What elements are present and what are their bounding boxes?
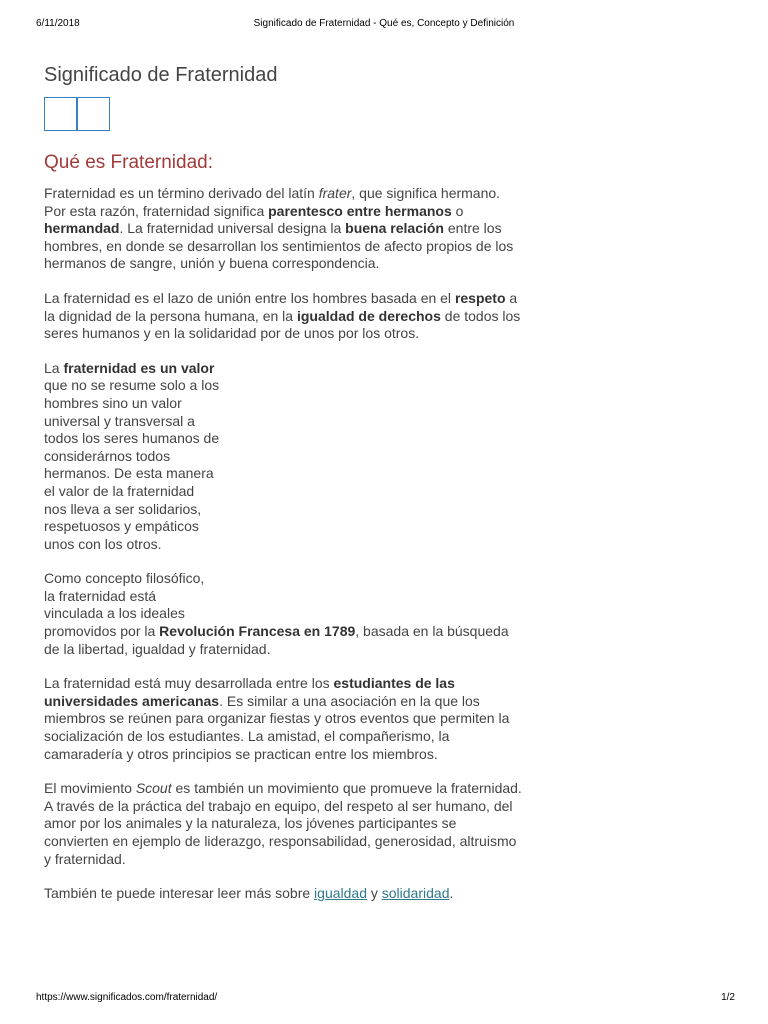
text: , que significa hermano. Por esta razón, fraternidad significa	[44, 185, 501, 219]
text: promovidos por la	[44, 623, 160, 640]
text-line: la fraternidad está	[44, 587, 157, 604]
share-button-2[interactable]	[77, 97, 110, 131]
paragraph-union	[44, 290, 524, 343]
text: La fraternidad es el lazo de unión entre los hombres basada en el	[44, 289, 455, 306]
italic-term: Scout	[135, 780, 172, 797]
text: Fraternidad es un término derivado del latín	[44, 185, 319, 201]
article	[44, 62, 524, 903]
share-button-1[interactable]	[44, 97, 77, 131]
link-igualdad[interactable]: igualdad	[314, 885, 367, 902]
link-solidaridad[interactable]: solidaridad	[381, 885, 450, 902]
paragraph-scout	[44, 780, 524, 868]
text: . Es similar a una asociación en la que los miembros se reúnen para organizar fiestas y otros eventos que permiten la socialización de los estudiantes. La amistad, el compañerismo, la camaradería y otros principios se practican entre los miembros.	[44, 692, 510, 762]
page-title: Significado de Fraternidad	[44, 64, 278, 86]
paragraph-universities	[44, 675, 524, 763]
text: . La fraternidad universal designa la	[119, 220, 346, 237]
bold-term: respeto	[454, 289, 506, 306]
bold-term: hermandad	[44, 220, 120, 237]
bold-term: estudiantes de las universidades americanas	[44, 675, 455, 709]
latin-term: frater	[318, 185, 352, 201]
text: a la dignidad de la persona humana, en la	[44, 289, 518, 324]
paragraph-definition	[44, 185, 524, 273]
bold-term: buena relación	[345, 220, 444, 237]
article-body	[44, 185, 524, 903]
text: entre los hombres, en donde se desarrollan los sentimientos de afecto propios de los hermanos de sangre, unión y buena correspondencia.	[44, 220, 514, 272]
text: También te puede interesar leer más sobre	[44, 885, 315, 902]
bold-term: parentesco entre hermanos	[268, 202, 452, 219]
paragraph-philosophy	[44, 570, 524, 658]
text-line: Como concepto filosófico,	[44, 570, 205, 587]
share-buttons	[44, 97, 524, 131]
bold-term: igualdad de derechos	[296, 307, 441, 324]
text: La	[44, 359, 64, 376]
text: o	[451, 202, 464, 219]
text: El movimiento	[44, 780, 136, 797]
print-page-title: Significado de Fraternidad - Qué es, Concepto y Definición	[253, 18, 515, 29]
print-date: 6/11/2018	[36, 18, 80, 29]
paragraph-value	[44, 360, 220, 554]
paragraph-related	[44, 885, 524, 903]
text: que no se resume solo a los hombres sino un valor universal y transversal a todos los seres humanos de considerárnos todos hermanos. De esta manera el valor de la fraternidad nos lleva a ser solidarios, respetuosos y empáticos unos con los otros.	[44, 377, 220, 552]
print-url: https://www.significados.com/fraternidad/	[36, 992, 218, 1003]
text: es también un movimiento que promueve la fraternidad. A través de la práctica del trabajo en equipo, del respeto al ser humano, del amor por los animales y la naturaleza, los jóvenes participantes se convierten en ejemplo de liderazgo, responsabilidad, generosidad, altruismo y fraternidad.	[44, 780, 522, 867]
text: .	[449, 885, 454, 902]
text: y	[366, 885, 382, 902]
bold-term: Revolución Francesa en 1789	[159, 623, 356, 640]
bold-term: fraternidad es un valor	[63, 359, 215, 376]
text-line: vinculada a los ideales	[44, 605, 185, 622]
text: , basada en la búsqueda de la libertad, igualdad y fraternidad.	[44, 623, 509, 657]
text: La fraternidad está muy desarrollada entre los	[44, 675, 334, 692]
section-title: Qué es Fraternidad:	[44, 152, 213, 173]
page-number: 1/2	[721, 992, 735, 1003]
text: de todos los seres humanos y en la solidaridad por de unos por los otros.	[44, 307, 521, 342]
